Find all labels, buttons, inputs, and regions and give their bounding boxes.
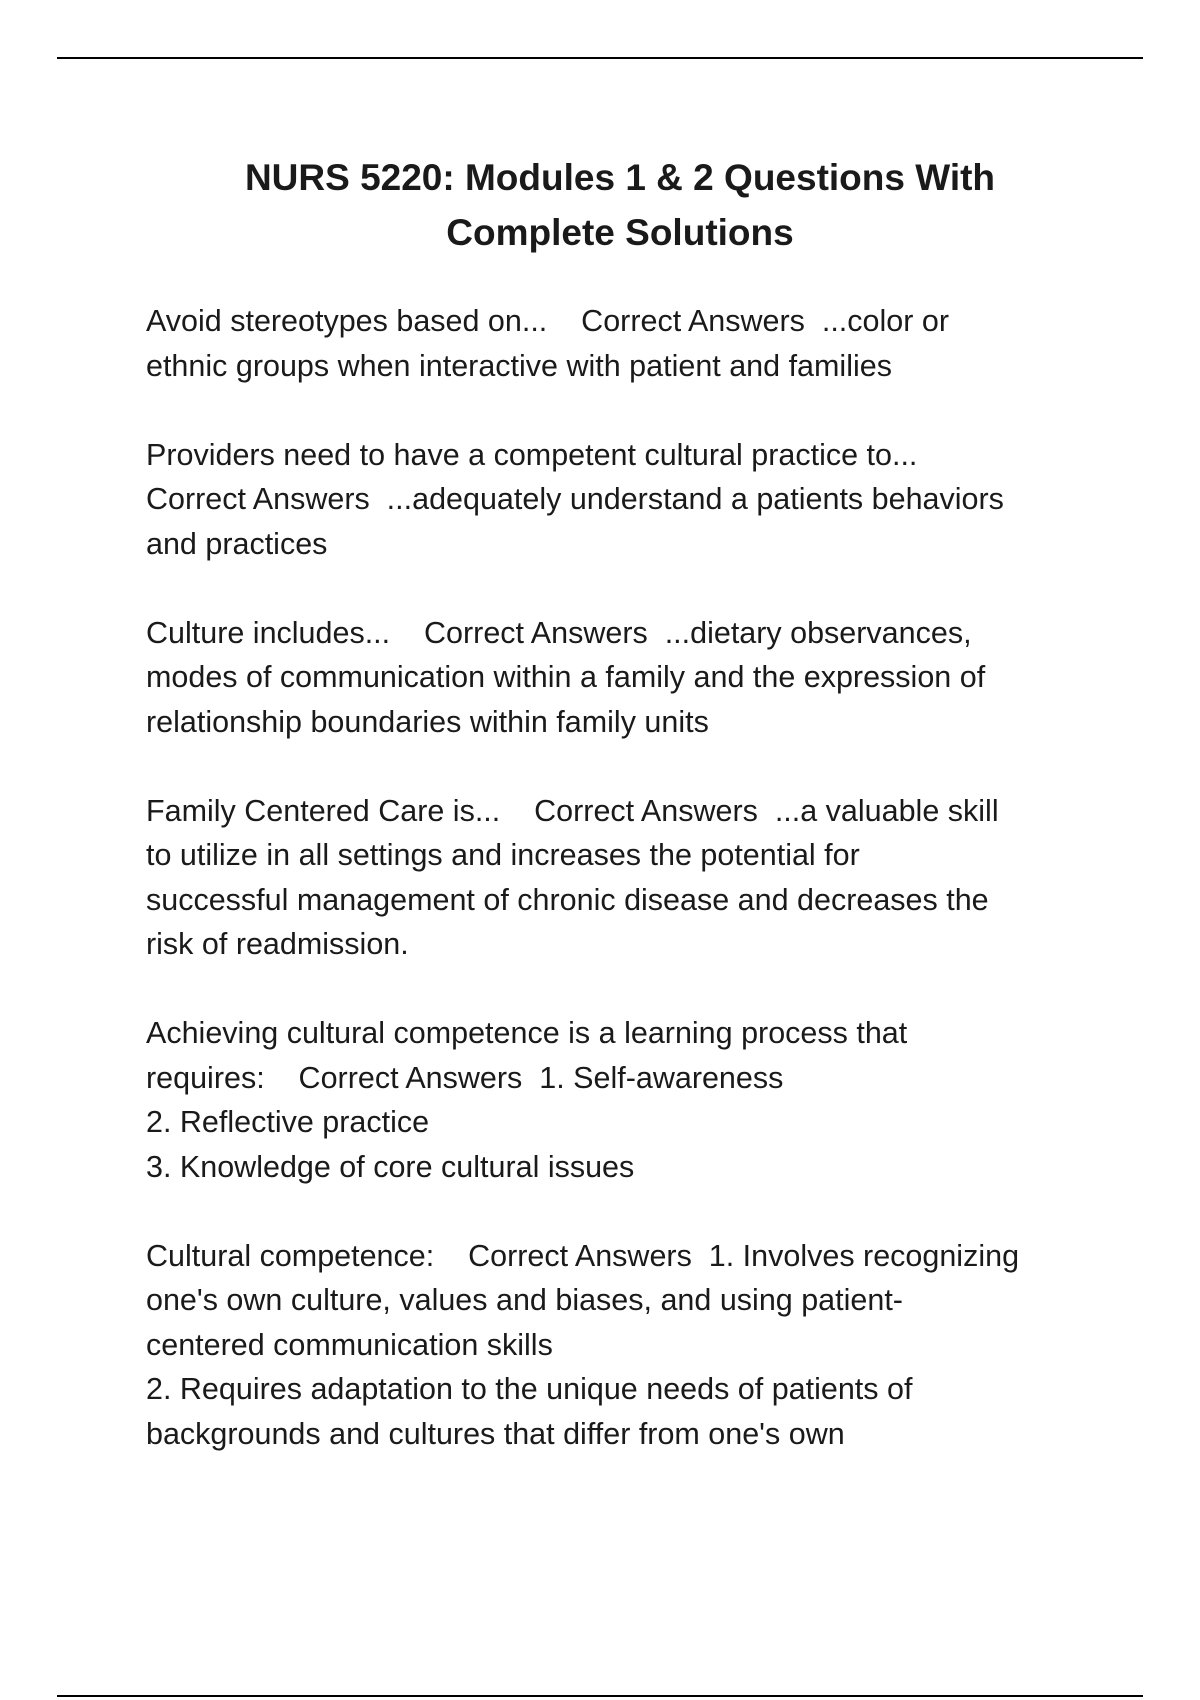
qa-line: backgrounds and cultures that differ from one's own — [146, 1416, 845, 1451]
qa-line: 2. Requires adaptation to the unique needs of patients of — [146, 1372, 913, 1406]
qa-line: one's own culture, values and biases, and using patient- — [146, 1283, 903, 1317]
qa-item — [146, 433, 1106, 567]
qa-line: Avoid stereotypes based on... Correct Answers ...color or — [146, 304, 949, 338]
title-line: Complete Solutions — [446, 212, 794, 253]
qa-line: risk of readmission. — [146, 927, 409, 961]
qa-item — [146, 299, 1106, 388]
qa-line: Correct Answers ...adequately understand a patients behaviors — [146, 482, 1004, 516]
qa-line: Providers need to have a competent cultural practice to... — [146, 437, 918, 472]
qa-line: ethnic groups when interactive with patient and families — [146, 348, 892, 383]
qa-line: to utilize in all settings and increases the potential for — [146, 838, 860, 872]
qa-line: centered communication skills — [146, 1327, 553, 1362]
qa-item — [146, 611, 1106, 745]
qa-item — [146, 1234, 1106, 1457]
qa-line: relationship boundaries within family units — [146, 704, 709, 739]
qa-line: and practices — [146, 526, 328, 561]
qa-line: requires: Correct Answers 1. Self-awareness — [146, 1060, 784, 1095]
qa-line: Culture includes... Correct Answers ...dietary observances, — [146, 615, 972, 650]
qa-line: Family Centered Care is... Correct Answers ...a valuable skill — [146, 793, 999, 828]
qa-item — [146, 789, 1106, 967]
qa-item — [146, 1011, 1106, 1189]
qa-line: Achieving cultural competence is a learning process that — [146, 1016, 908, 1050]
qa-list — [146, 299, 1106, 1501]
qa-line: Cultural competence: Correct Answers 1. Involves recognizing — [146, 1238, 1020, 1273]
qa-line: modes of communication within a family and the expression of — [146, 660, 986, 694]
qa-line: 2. Reflective practice — [146, 1105, 430, 1139]
footer-rule — [57, 1695, 1143, 1697]
qa-line: 3. Knowledge of core cultural issues — [146, 1149, 635, 1184]
header-rule — [57, 57, 1143, 59]
document-title — [140, 150, 1100, 260]
title-line: NURS 5220: Modules 1 & 2 Questions With — [244, 157, 996, 198]
qa-line: successful management of chronic disease and decreases the — [146, 882, 989, 917]
